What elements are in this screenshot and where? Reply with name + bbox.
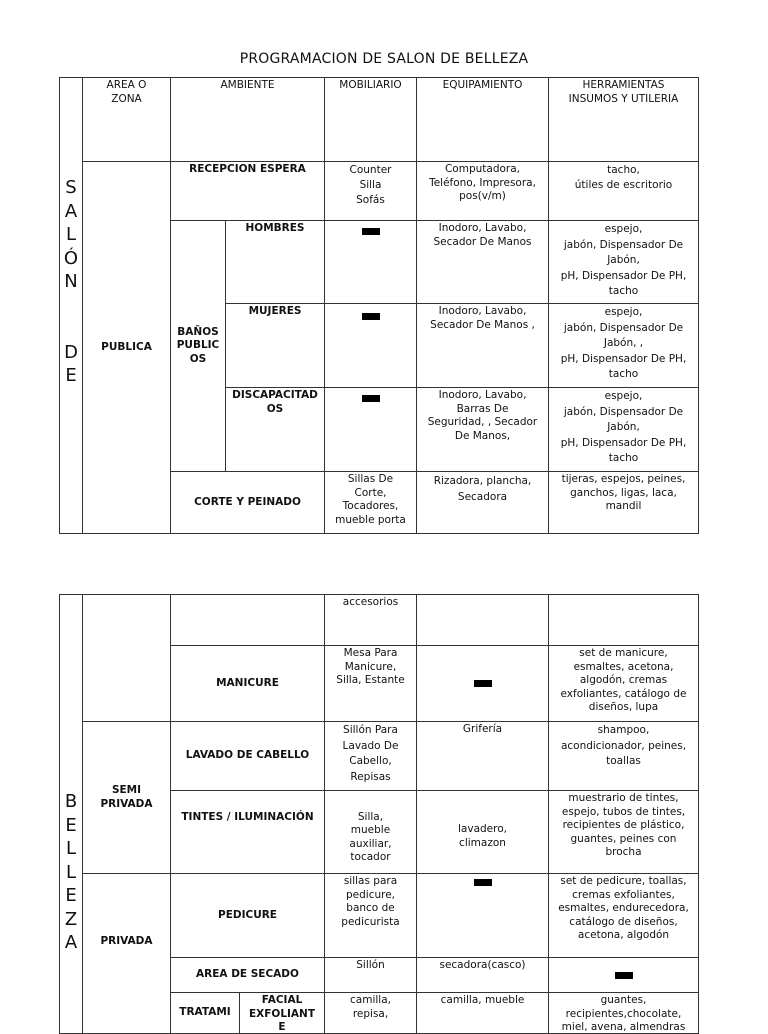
cont-equipamiento (416, 594, 549, 646)
zone-privada: PRIVADA (82, 873, 171, 1034)
side-letter: L (65, 224, 77, 245)
discapacitados-ambiente: DISCAPACITAD OS (225, 387, 325, 472)
cont-area (82, 594, 171, 722)
cont-ambiente (170, 594, 325, 646)
side-label-belleza (60, 790, 82, 955)
secado-mobiliario: Sillón (324, 957, 417, 993)
header-area: AREA O ZONA (82, 77, 171, 162)
mujeres-mobiliario (324, 303, 417, 388)
hombres-mobiliario (324, 220, 417, 304)
side-letter: N (64, 271, 78, 292)
facial-ambiente: FACIAL EXFOLIANT E (239, 992, 325, 1034)
empty-dash (362, 395, 380, 402)
recepcion-herramientas: tacho, útiles de escritorio (548, 161, 699, 221)
side-letter: Ó (63, 247, 79, 269)
empty-dash (615, 972, 633, 979)
cont-mobiliario: accesorios (324, 594, 417, 646)
manicure-herramientas: set de manicure, esmaltes, acetona, algodón, cremas exfoliantes, catálogo de diseños, lupa (548, 645, 699, 722)
side-letter (60, 294, 82, 318)
side-letter: S (65, 177, 77, 198)
pedicure-mobiliario: sillas para pedicure, banco de pedicurista (324, 873, 417, 958)
corte-ambiente: CORTE Y PEINADO (170, 471, 325, 534)
tintes-ambiente: TINTES / ILUMINACIÓN (170, 790, 325, 874)
secado-herramientas (548, 957, 699, 993)
discapacitados-herramientas: espejo, jabón, Dispensador De Jabón, pH, Dispensador De PH, tacho (548, 387, 699, 472)
side-letter: L (65, 861, 77, 883)
side-letter: A (64, 200, 78, 222)
side-letter: B (64, 791, 78, 812)
mujeres-ambiente: MUJERES (225, 303, 325, 388)
lavado-equipamiento: Grifería (416, 721, 549, 791)
header-herramientas: HERRAMIENTAS INSUMOS Y UTILERIA (548, 77, 699, 162)
mujeres-herramientas: espejo, jabón, Dispensador De Jabón, , pH, Dispensador De PH, tacho (548, 303, 699, 388)
recepcion-ambiente: RECEPCION ESPERA (170, 161, 325, 221)
header-equipamiento: EQUIPAMIENTO (416, 77, 549, 162)
side-letter: E (65, 814, 77, 836)
hombres-equipamiento: Inodoro, Lavabo, Secador De Manos (416, 220, 549, 304)
pedicure-herramientas: set de pedicure, toallas, cremas exfoliantes, esmaltes, endurecedora, catálogo de diseños, acetona, algodón (548, 873, 699, 958)
discapacitados-mobiliario (324, 387, 417, 472)
tratamiento-zone: TRATAMI (170, 992, 240, 1034)
pedicure-equipamiento (416, 873, 549, 958)
pedicure-ambiente: PEDICURE (170, 873, 325, 958)
lavado-ambiente: LAVADO DE CABELLO (170, 721, 325, 791)
cont-herramientas (548, 594, 699, 646)
side-letter: D (64, 341, 78, 363)
side-letter: E (65, 885, 77, 906)
tintes-equipamiento: lavadero, climazon (416, 790, 549, 874)
recepcion-mobiliario: Counter Silla Sofás (324, 161, 417, 221)
side-letter: E (65, 365, 77, 386)
side-label-salon-de (60, 176, 82, 388)
corte-herramientas: tijeras, espejos, peines, ganchos, ligas, laca, mandil (548, 471, 699, 534)
header-mobiliario: MOBILIARIO (324, 77, 417, 162)
mujeres-equipamiento: Inodoro, Lavabo, Secador De Manos , (416, 303, 549, 388)
page-title: PROGRAMACION DE SALON DE BELLEZA (239, 51, 529, 67)
tintes-mobiliario: Silla, mueble auxiliar, tocador (324, 790, 417, 874)
zone-publica: PUBLICA (82, 161, 171, 534)
zone-semi-privada: SEMI PRIVADA (82, 721, 171, 874)
side-letter: L (65, 838, 77, 859)
secado-equipamiento: secadora(casco) (416, 957, 549, 993)
zone-banos: BAÑOS PUBLIC OS (170, 220, 226, 472)
side-letter (60, 317, 82, 341)
tintes-herramientas: muestrario de tintes, espejo, tubos de tintes, recipientes de plástico, guantes, peines con brocha (548, 790, 699, 874)
lavado-herramientas: shampoo, acondicionador, peines, toallas (548, 721, 699, 791)
manicure-mobiliario: Mesa Para Manicure, Silla, Estante (324, 645, 417, 722)
facial-herramientas: guantes, recipientes,chocolate, miel, avena, almendras (548, 992, 699, 1034)
hombres-ambiente: HOMBRES (225, 220, 325, 304)
lavado-mobiliario: Sillón Para Lavado De Cabello, Repisas (324, 721, 417, 791)
corte-equipamiento: Rizadora, plancha, Secadora (416, 471, 549, 534)
empty-dash (362, 313, 380, 320)
side-letter: Z (64, 908, 78, 930)
hombres-herramientas: espejo, jabón, Dispensador De Jabón, pH, Dispensador De PH, tacho (548, 220, 699, 304)
facial-equipamiento: camilla, mueble (416, 992, 549, 1034)
header-ambiente: AMBIENTE (170, 77, 325, 162)
recepcion-equipamiento: Computadora, Teléfono, Impresora, pos(v/m) (416, 161, 549, 221)
empty-dash (362, 228, 380, 235)
empty-dash (474, 680, 492, 687)
discapacitados-equipamiento: Inodoro, Lavabo, Barras De Seguridad, , Secador De Manos, (416, 387, 549, 472)
facial-mobiliario: camilla, repisa, (324, 992, 417, 1034)
manicure-equipamiento (416, 645, 549, 722)
corte-mobiliario: Sillas De Corte, Tocadores, mueble porta (324, 471, 417, 534)
empty-dash (474, 879, 492, 886)
manicure-ambiente: MANICURE (170, 645, 325, 722)
secado-ambiente: AREA DE SECADO (170, 957, 325, 993)
side-letter: A (64, 932, 78, 953)
